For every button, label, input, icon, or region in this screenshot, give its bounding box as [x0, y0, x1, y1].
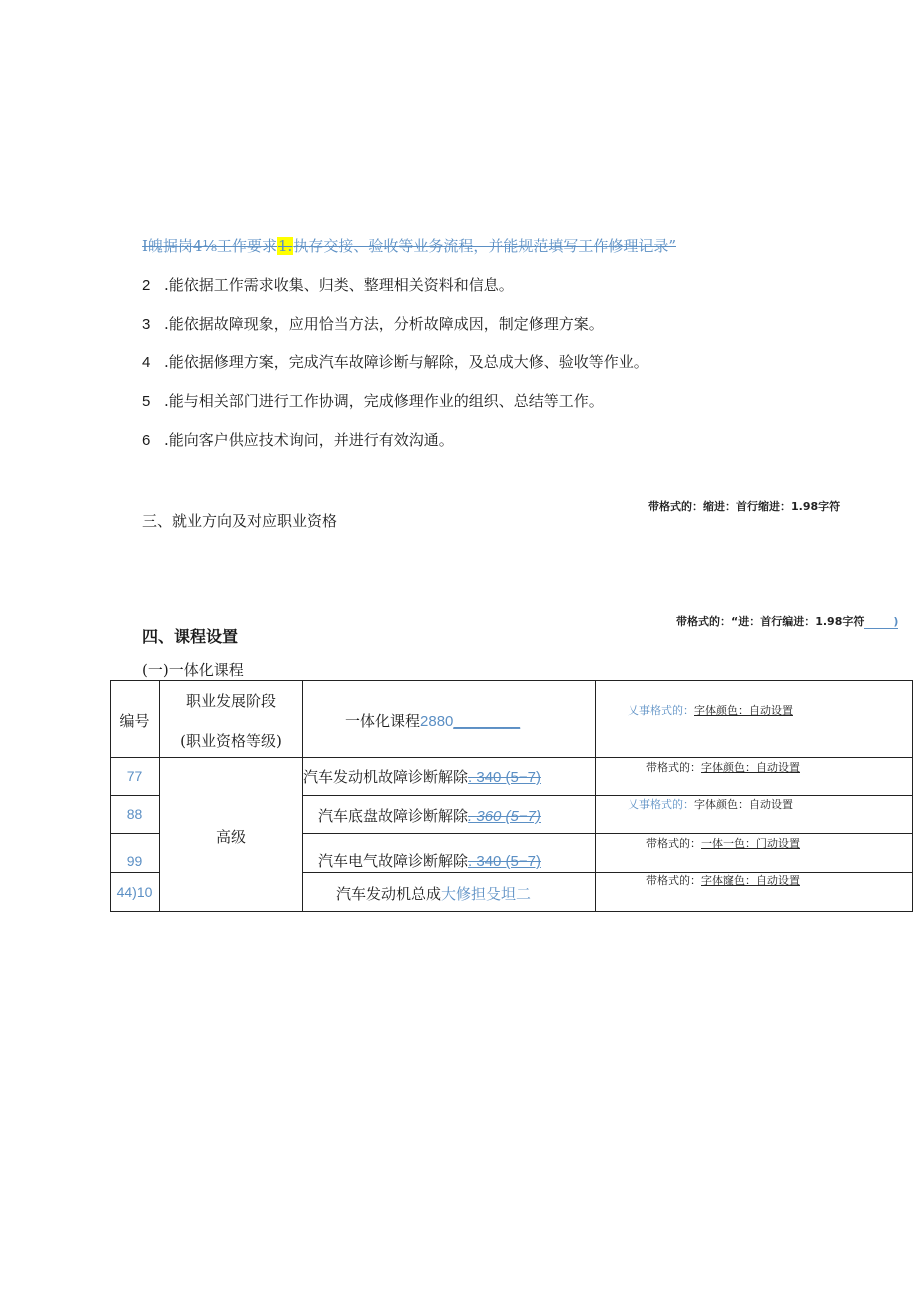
header-course-hours: 2880: [420, 713, 454, 730]
comment-bracket: ): [864, 615, 898, 629]
tracked-change-line: [142, 235, 676, 256]
list-text: .能向客户供应技术询问，并进行有效沟通。: [164, 431, 454, 449]
format-comment: 带格式的：字体窿色：自动设置: [646, 874, 800, 887]
tracked-text-before: I魄据岗4⅛工作要求: [142, 237, 278, 255]
list-item: [142, 274, 514, 295]
header-stage: 职业发展阶段: [185, 692, 276, 710]
course-name: 汽车底盘故障诊断解除. 360 (5−7): [318, 807, 541, 825]
row-id: 99: [126, 853, 143, 869]
row-id: 88: [126, 806, 143, 822]
list-item: [142, 313, 604, 334]
course-hours: . 340 (5−7): [468, 769, 541, 786]
section-heading-employment: 三、就业方向及对应职业资格: [142, 512, 338, 530]
format-comment: 乂事格式的：字体颜色：自动设置: [628, 704, 793, 717]
list-number: 6: [142, 432, 151, 449]
format-comment: 带格式的：缩进：首行缩进：1.98字符: [648, 500, 841, 513]
format-comment: 乂事格式的：字体颜色：自动设置: [628, 798, 793, 811]
header-course: 一体化课程2880________: [345, 712, 521, 730]
list-number: 4: [142, 354, 151, 371]
format-comment: 带格式的：字体颜色：自动设置: [646, 761, 800, 774]
section-heading-courses: 四、课程设置: [142, 627, 239, 646]
list-text: .能依据修理方案，完成汽车故障诊断与解除，及总成大修、验收等作业。: [164, 353, 649, 371]
list-text: .能依据工作需求收集、归类、整理相关资料和信息。: [164, 276, 514, 294]
level-senior: 高级: [215, 828, 246, 846]
header-stage-sub: (职业资格等级): [180, 732, 282, 750]
list-item: [142, 390, 604, 411]
list-item: [142, 429, 454, 450]
row-id: 44)10: [116, 884, 153, 900]
course-hours: . 360 (5−7): [468, 808, 541, 825]
list-item: [142, 351, 649, 372]
course-name: 汽车电气故障诊断解除. 340 (5−7): [318, 852, 541, 870]
course-hours: 大修担殳坦二: [441, 885, 532, 903]
course-name: 汽车发动机总成大修担殳坦二: [336, 885, 532, 903]
tracked-text-after: 执存交接、验收等业务流程，并能规范填写工作修理记录”: [293, 237, 676, 255]
format-comment: 带格式的：一体一色：门动设置: [646, 837, 800, 850]
list-number: 2: [142, 277, 151, 294]
list-number: 3: [142, 316, 151, 333]
header-course-blank: ________: [453, 713, 521, 730]
list-text: .能与相关部门进行工作协调，完成修理作业的组织、总结等工作。: [164, 392, 604, 410]
list-text: .能依据故障现象，应用恰当方法，分析故障成因，制定修理方案。: [164, 315, 604, 333]
highlighted-text: 1.: [278, 237, 293, 255]
course-hours: . 340 (5−7): [468, 853, 541, 870]
course-name: 汽车发动机故障诊断解除. 340 (5−7): [303, 768, 541, 786]
header-id: 编号: [119, 712, 150, 730]
format-comment: 带格式的：“进：首行编进：1.98字符 ): [676, 615, 899, 628]
row-id: 77: [126, 768, 143, 784]
list-number: 5: [142, 393, 151, 410]
subheading-integrated-courses: (一)一体化课程: [142, 661, 244, 679]
